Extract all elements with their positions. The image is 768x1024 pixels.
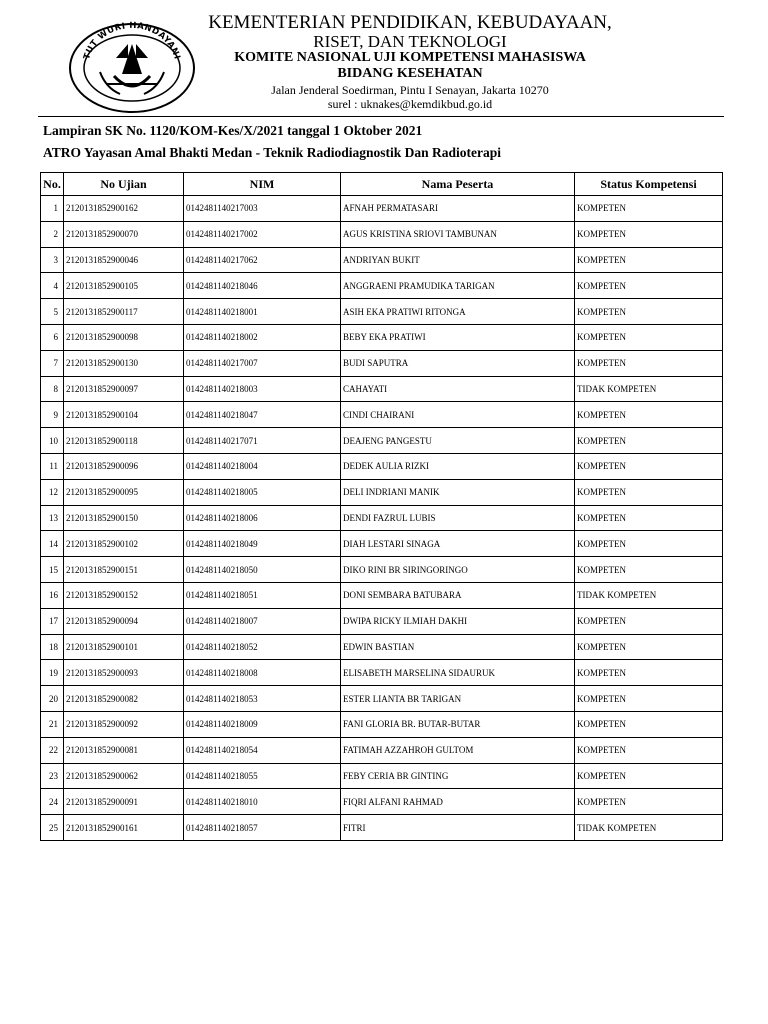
table-row — [41, 299, 723, 325]
cell-status: KOMPETEN — [575, 221, 723, 247]
cell-status: KOMPETEN — [575, 763, 723, 789]
cell-nim: 0142481140218010 — [184, 789, 341, 815]
table-row — [41, 273, 723, 299]
cell-nim: 0142481140218002 — [184, 324, 341, 350]
cell-no-ujian: 2120131852900105 — [64, 273, 184, 299]
table-row — [41, 221, 723, 247]
cell-nim: 0142481140218050 — [184, 557, 341, 583]
cell-no-ujian: 2120131852900082 — [64, 686, 184, 712]
cell-status: KOMPETEN — [575, 350, 723, 376]
cell-no-ujian: 2120131852900062 — [64, 763, 184, 789]
cell-no: 2 — [41, 221, 64, 247]
cell-status: TIDAK KOMPETEN — [575, 815, 723, 841]
cell-status: KOMPETEN — [575, 557, 723, 583]
cell-nama: FATIMAH AZZAHROH GULTOM — [341, 737, 575, 763]
cell-no-ujian: 2120131852900097 — [64, 376, 184, 402]
cell-nim: 0142481140218057 — [184, 815, 341, 841]
cell-nim: 0142481140218005 — [184, 479, 341, 505]
cell-nama: ASIH EKA PRATIWI RITONGA — [341, 299, 575, 325]
cell-nim: 0142481140218046 — [184, 273, 341, 299]
cell-nim: 0142481140218003 — [184, 376, 341, 402]
cell-no: 5 — [41, 299, 64, 325]
table-row — [41, 582, 723, 608]
table-row — [41, 505, 723, 531]
table-row — [41, 557, 723, 583]
cell-status: KOMPETEN — [575, 479, 723, 505]
cell-nama: DIKO RINI BR SIRINGORINGO — [341, 557, 575, 583]
cell-no: 22 — [41, 737, 64, 763]
col-header-nama-peserta: Nama Peserta — [341, 173, 575, 196]
cell-nama: BUDI SAPUTRA — [341, 350, 575, 376]
cell-nama: FANI GLORIA BR. BUTAR-BUTAR — [341, 711, 575, 737]
table-row — [41, 608, 723, 634]
cell-nama: ESTER LIANTA BR TARIGAN — [341, 686, 575, 712]
table-row — [41, 763, 723, 789]
institution-title: ATRO Yayasan Amal Bhakti Medan - Teknik Radiodiagnostik Dan Radioterapi — [43, 145, 501, 160]
cell-no-ujian: 2120131852900130 — [64, 350, 184, 376]
cell-no-ujian: 2120131852900095 — [64, 479, 184, 505]
results-table — [40, 172, 723, 841]
cell-no-ujian: 2120131852900093 — [64, 660, 184, 686]
cell-no-ujian: 2120131852900117 — [64, 299, 184, 325]
committee-name: KOMITE NASIONAL UJI KOMPETENSI MAHASISWA — [234, 50, 586, 65]
cell-status: KOMPETEN — [575, 428, 723, 454]
cell-nim: 0142481140217062 — [184, 247, 341, 273]
cell-no: 24 — [41, 789, 64, 815]
table-row — [41, 196, 723, 222]
cell-nama: DWIPA RICKY ILMIAH DAKHI — [341, 608, 575, 634]
cell-no-ujian: 2120131852900151 — [64, 557, 184, 583]
cell-no-ujian: 2120131852900150 — [64, 505, 184, 531]
cell-no-ujian: 2120131852900152 — [64, 582, 184, 608]
cell-status: KOMPETEN — [575, 634, 723, 660]
cell-nim: 0142481140217007 — [184, 350, 341, 376]
table-header-row — [41, 173, 723, 196]
cell-nama: AFNAH PERMATASARI — [341, 196, 575, 222]
cell-status: KOMPETEN — [575, 402, 723, 428]
cell-nim: 0142481140217003 — [184, 196, 341, 222]
table-row — [41, 402, 723, 428]
ministry-name-line2: RISET, DAN TEKNOLOGI — [313, 32, 507, 51]
table-row — [41, 634, 723, 660]
cell-nama: BEBY EKA PRATIWI — [341, 324, 575, 350]
cell-nim: 0142481140218009 — [184, 711, 341, 737]
address: Jalan Jenderal Soedirman, Pintu I Senayan, Jakarta 10270 — [271, 83, 549, 97]
table-row — [41, 737, 723, 763]
cell-no-ujian: 2120131852900098 — [64, 324, 184, 350]
cell-no: 17 — [41, 608, 64, 634]
cell-no-ujian: 2120131852900161 — [64, 815, 184, 841]
cell-status: KOMPETEN — [575, 737, 723, 763]
logo-text: TUT WURI HANDAYANI — [82, 20, 182, 61]
cell-no-ujian: 2120131852900091 — [64, 789, 184, 815]
cell-nim: 0142481140218007 — [184, 608, 341, 634]
cell-nama: DELI INDRIANI MANIK — [341, 479, 575, 505]
cell-nim: 0142481140218047 — [184, 402, 341, 428]
table-row — [41, 428, 723, 454]
cell-status: TIDAK KOMPETEN — [575, 582, 723, 608]
cell-nim: 0142481140218055 — [184, 763, 341, 789]
table-row — [41, 453, 723, 479]
col-header-no: No. — [41, 173, 64, 196]
cell-nama: FEBY CERIA BR GINTING — [341, 763, 575, 789]
cell-status: KOMPETEN — [575, 247, 723, 273]
cell-no: 11 — [41, 453, 64, 479]
cell-status: KOMPETEN — [575, 711, 723, 737]
col-header-status: Status Kompetensi — [575, 173, 723, 196]
cell-status: KOMPETEN — [575, 789, 723, 815]
ministry-name-line1: KEMENTERIAN PENDIDIKAN, KEBUDAYAAN, — [208, 12, 612, 33]
table-row — [41, 711, 723, 737]
cell-nim: 0142481140218004 — [184, 453, 341, 479]
cell-status: TIDAK KOMPETEN — [575, 376, 723, 402]
header-divider — [38, 116, 724, 117]
cell-nama: AGUS KRISTINA SRIOVI TAMBUNAN — [341, 221, 575, 247]
cell-nim: 0142481140218053 — [184, 686, 341, 712]
cell-nim: 0142481140217002 — [184, 221, 341, 247]
cell-no: 9 — [41, 402, 64, 428]
cell-no: 4 — [41, 273, 64, 299]
cell-nama: EDWIN BASTIAN — [341, 634, 575, 660]
table-row — [41, 350, 723, 376]
cell-no-ujian: 2120131852900096 — [64, 453, 184, 479]
cell-nama: FITRI — [341, 815, 575, 841]
cell-status: KOMPETEN — [575, 196, 723, 222]
cell-no-ujian: 2120131852900104 — [64, 402, 184, 428]
table-row — [41, 660, 723, 686]
cell-status: KOMPETEN — [575, 273, 723, 299]
cell-nim: 0142481140217071 — [184, 428, 341, 454]
cell-nama: FIQRI ALFANI RAHMAD — [341, 789, 575, 815]
table-row — [41, 324, 723, 350]
cell-nim: 0142481140218052 — [184, 634, 341, 660]
division-name: BIDANG KESEHATAN — [337, 66, 483, 81]
table-row — [41, 479, 723, 505]
cell-nim: 0142481140218054 — [184, 737, 341, 763]
cell-no: 1 — [41, 196, 64, 222]
cell-status: KOMPETEN — [575, 505, 723, 531]
cell-nama: ANGGRAENI PRAMUDIKA TARIGAN — [341, 273, 575, 299]
cell-status: KOMPETEN — [575, 660, 723, 686]
table-row — [41, 531, 723, 557]
email: surel : uknakes@kemdikbud.go.id — [327, 97, 493, 111]
cell-no-ujian: 2120131852900162 — [64, 196, 184, 222]
cell-no: 19 — [41, 660, 64, 686]
cell-nama: DENDI FAZRUL LUBIS — [341, 505, 575, 531]
cell-nama: ELISABETH MARSELINA SIDAURUK — [341, 660, 575, 686]
cell-nim: 0142481140218049 — [184, 531, 341, 557]
cell-nama: DONI SEMBARA BATUBARA — [341, 582, 575, 608]
cell-no: 21 — [41, 711, 64, 737]
cell-status: KOMPETEN — [575, 324, 723, 350]
decree-reference: Lampiran SK No. 1120/KOM-Kes/X/2021 tanggal 1 Oktober 2021 — [43, 123, 423, 138]
cell-no-ujian: 2120131852900094 — [64, 608, 184, 634]
col-header-no-ujian: No Ujian — [64, 173, 184, 196]
cell-nama: CINDI CHAIRANI — [341, 402, 575, 428]
cell-nim: 0142481140218051 — [184, 582, 341, 608]
cell-no-ujian: 2120131852900102 — [64, 531, 184, 557]
cell-nama: CAHAYATI — [341, 376, 575, 402]
table-row — [41, 815, 723, 841]
cell-no-ujian: 2120131852900118 — [64, 428, 184, 454]
cell-no: 16 — [41, 582, 64, 608]
cell-no: 15 — [41, 557, 64, 583]
cell-no: 12 — [41, 479, 64, 505]
cell-status: KOMPETEN — [575, 608, 723, 634]
cell-status: KOMPETEN — [575, 686, 723, 712]
cell-status: KOMPETEN — [575, 453, 723, 479]
cell-no-ujian: 2120131852900081 — [64, 737, 184, 763]
cell-status: KOMPETEN — [575, 299, 723, 325]
table-row — [41, 686, 723, 712]
cell-nim: 0142481140218006 — [184, 505, 341, 531]
cell-no: 7 — [41, 350, 64, 376]
cell-nim: 0142481140218008 — [184, 660, 341, 686]
cell-no: 18 — [41, 634, 64, 660]
cell-no: 20 — [41, 686, 64, 712]
table-row — [41, 376, 723, 402]
cell-no-ujian: 2120131852900046 — [64, 247, 184, 273]
cell-nama: DEAJENG PANGESTU — [341, 428, 575, 454]
cell-no: 25 — [41, 815, 64, 841]
table-row — [41, 789, 723, 815]
cell-no-ujian: 2120131852900101 — [64, 634, 184, 660]
cell-no: 13 — [41, 505, 64, 531]
cell-no: 14 — [41, 531, 64, 557]
ministry-logo — [66, 14, 198, 114]
cell-nama: DEDEK AULIA RIZKI — [341, 453, 575, 479]
col-header-nim: NIM — [184, 173, 341, 196]
cell-no: 10 — [41, 428, 64, 454]
cell-no-ujian: 2120131852900092 — [64, 711, 184, 737]
cell-nama: DIAH LESTARI SINAGA — [341, 531, 575, 557]
cell-no: 8 — [41, 376, 64, 402]
cell-no: 23 — [41, 763, 64, 789]
cell-no: 3 — [41, 247, 64, 273]
cell-no: 6 — [41, 324, 64, 350]
cell-status: KOMPETEN — [575, 531, 723, 557]
table-row — [41, 247, 723, 273]
cell-nim: 0142481140218001 — [184, 299, 341, 325]
cell-no-ujian: 2120131852900070 — [64, 221, 184, 247]
cell-nama: ANDRIYAN BUKIT — [341, 247, 575, 273]
